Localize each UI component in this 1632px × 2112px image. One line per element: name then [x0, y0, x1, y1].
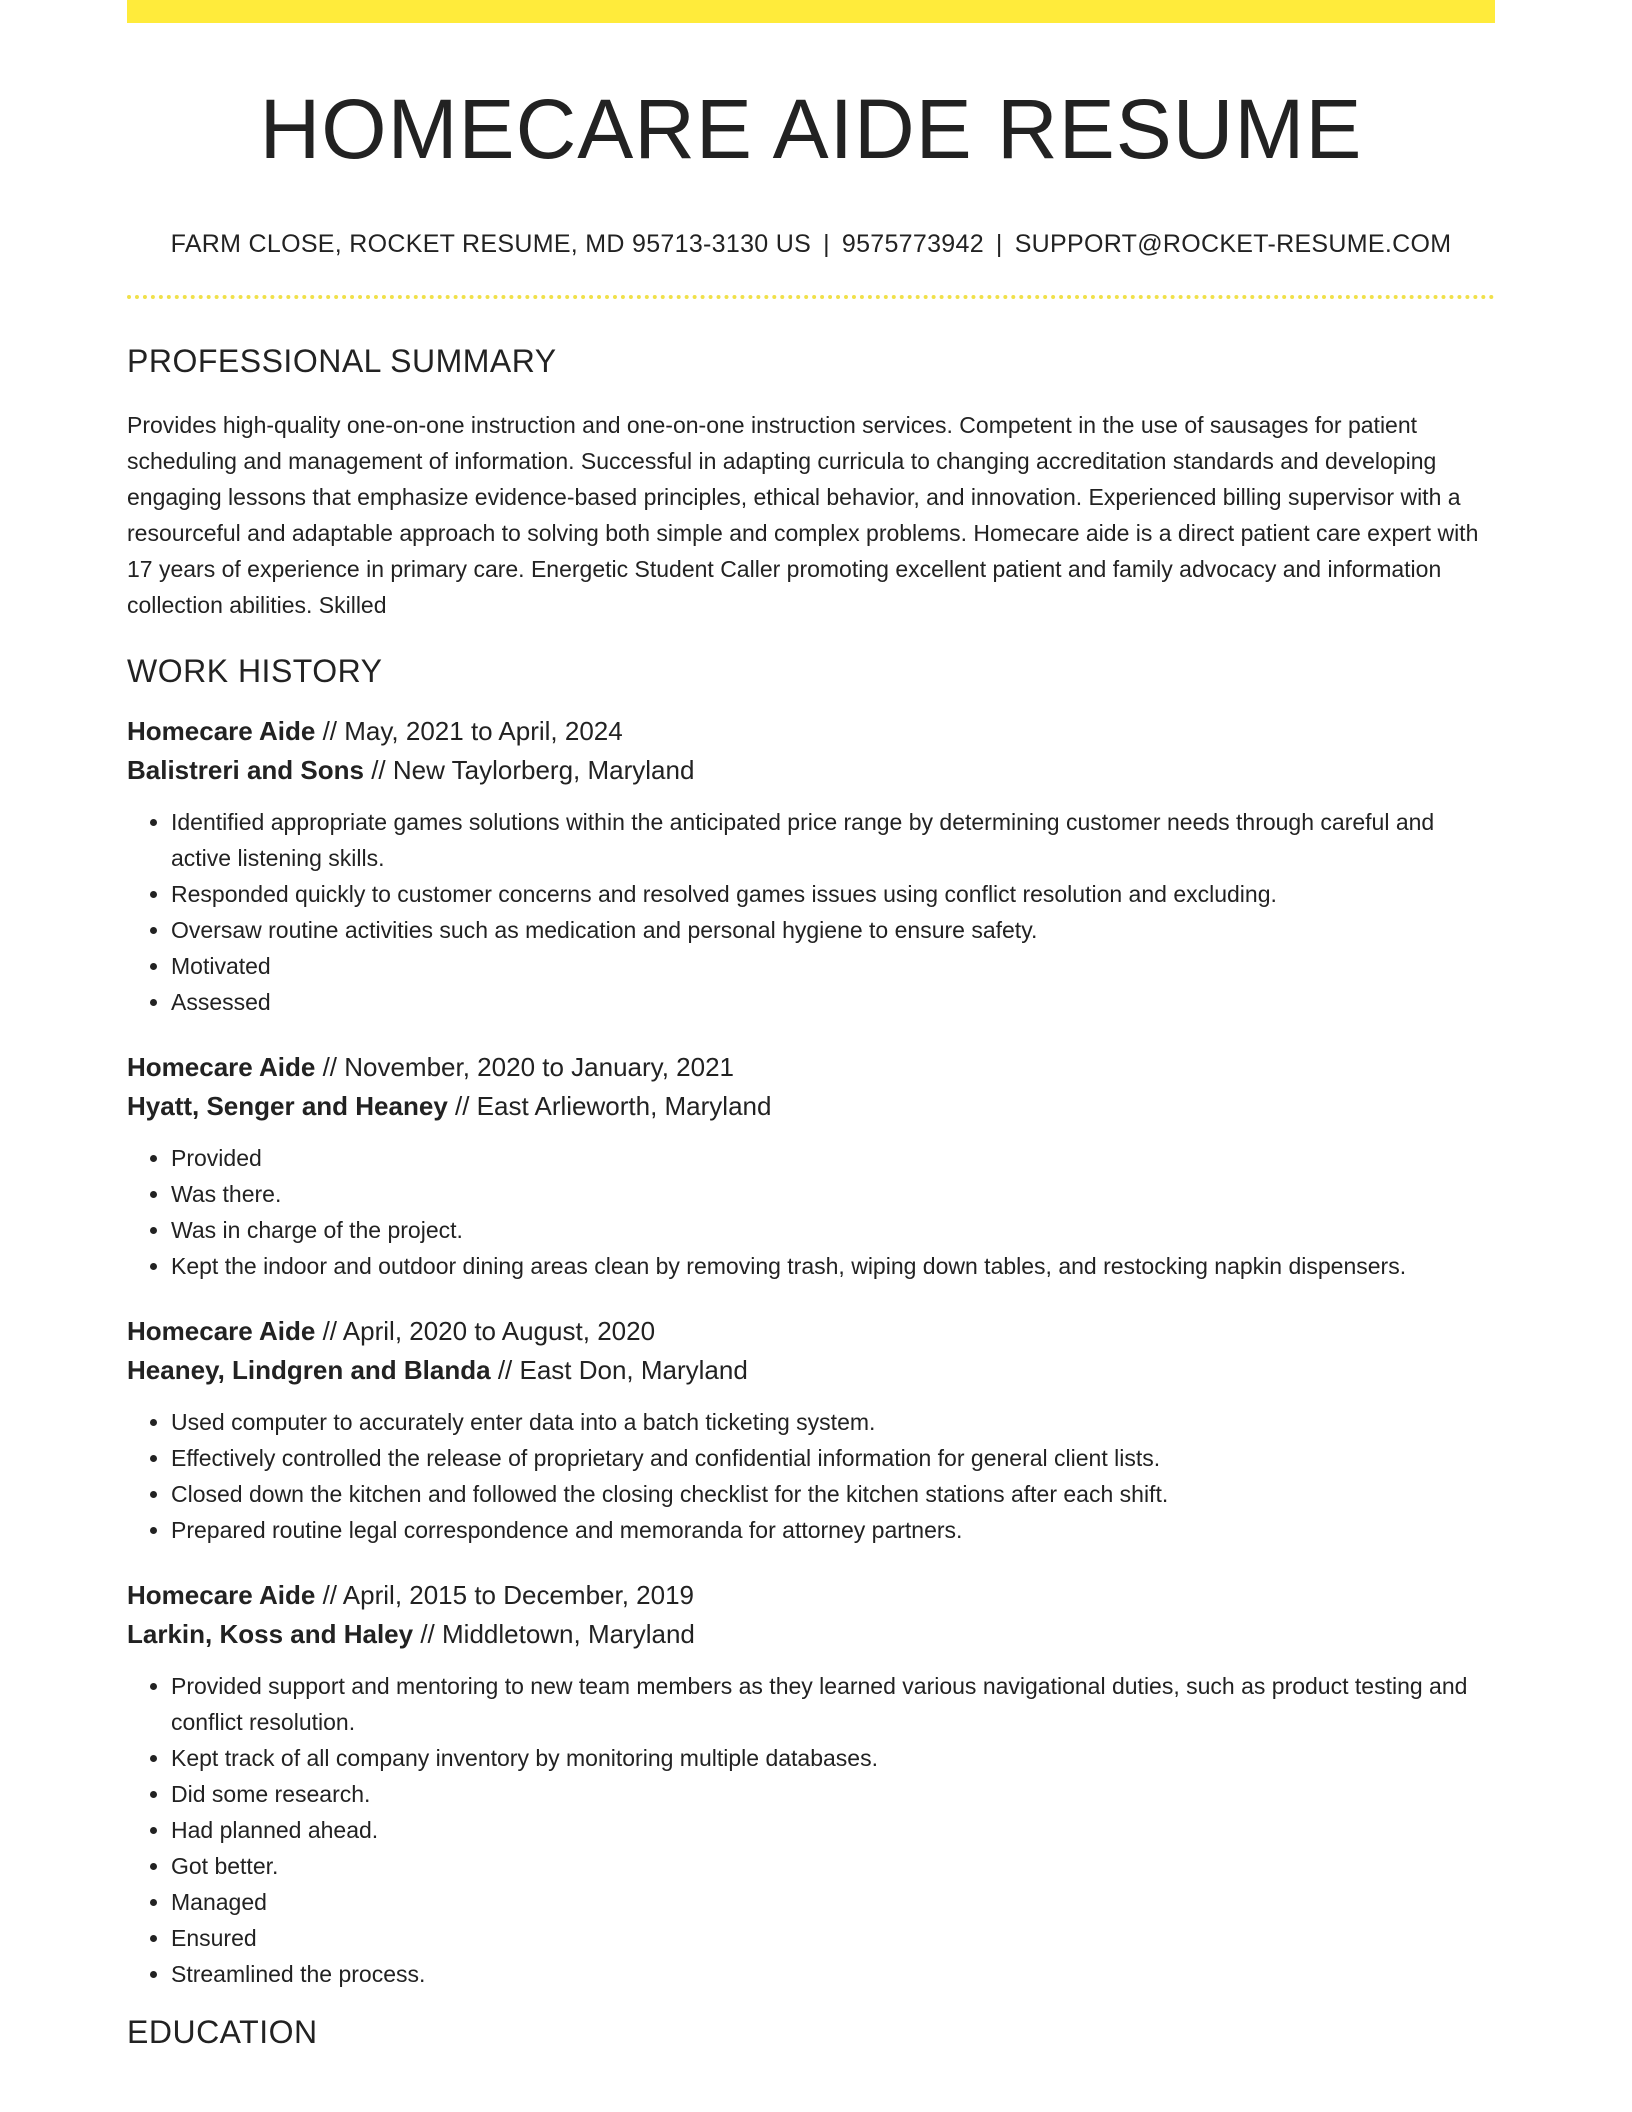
job-company: Balistreri and Sons — [127, 755, 364, 786]
job-entry — [127, 1576, 1495, 1992]
work-history-list — [127, 712, 1495, 1992]
job-bullet: • Used computer to accurately enter data into a batch ticketing system. — [171, 1404, 1495, 1440]
job-dates: // April, 2020 to August, 2020 — [315, 1316, 656, 1347]
job-bullet: • Motivated — [171, 948, 1495, 984]
job-bullet: • Was in charge of the project. — [171, 1212, 1495, 1248]
job-bullet: • Responded quickly to customer concerns and resolved games issues using conflict resolution and excluding. — [171, 876, 1495, 912]
job-bullet: • Kept track of all company inventory by monitoring multiple databases. — [171, 1740, 1495, 1776]
job-company-line — [127, 1087, 1495, 1126]
job-bullet: • Effectively controlled the release of proprietary and confidential information for general client lists. — [171, 1440, 1495, 1476]
contact-phone: 9575773942 — [841, 230, 984, 259]
job-bullet: • Had planned ahead. — [171, 1812, 1495, 1848]
job-entry — [127, 1312, 1495, 1548]
job-title-line — [127, 1312, 1495, 1351]
job-title: Homecare Aide — [127, 1580, 316, 1611]
contact-line — [127, 230, 1495, 259]
job-bullet: • Prepared routine legal correspondence and memoranda for attorney partners. — [171, 1512, 1495, 1548]
job-company-line — [127, 1615, 1495, 1654]
job-bullet: • Identified appropriate games solutions within the anticipated price range by determining customer needs through careful and active listening skills. — [171, 804, 1495, 876]
job-bullet: • Kept the indoor and outdoor dining areas clean by removing trash, wiping down tables, and restocking napkin dispensers. — [171, 1248, 1495, 1284]
job-title: Homecare Aide — [127, 716, 316, 747]
job-dates: // November, 2020 to January, 2021 — [315, 1052, 735, 1083]
work-history-heading: WORK HISTORY — [127, 653, 383, 690]
job-bullet: • Provided — [171, 1140, 1495, 1176]
job-bullets — [127, 1140, 1495, 1284]
job-title-line — [127, 1048, 1495, 1087]
job-location: // East Don, Maryland — [490, 1355, 748, 1386]
job-bullet: • Streamlined the process. — [171, 1956, 1495, 1992]
dotted-divider — [127, 295, 1495, 299]
job-company: Heaney, Lindgren and Blanda — [127, 1355, 491, 1386]
job-bullet: • Closed down the kitchen and followed the closing checklist for the kitchen stations after each shift. — [171, 1476, 1495, 1512]
job-title-line — [127, 712, 1495, 751]
job-company-line — [127, 751, 1495, 790]
job-bullets — [127, 804, 1495, 1020]
job-bullets — [127, 1404, 1495, 1548]
job-location: // East Arlieworth, Maryland — [447, 1091, 772, 1122]
job-entry — [127, 1048, 1495, 1284]
job-location: // New Taylorberg, Maryland — [363, 755, 695, 786]
contact-separator: | — [995, 230, 1003, 259]
job-bullet: • Oversaw routine activities such as medication and personal hygiene to ensure safety. — [171, 912, 1495, 948]
top-accent-bar — [127, 0, 1495, 23]
job-entry — [127, 712, 1495, 1020]
job-bullet: • Provided support and mentoring to new team members as they learned various navigational duties, such as product testing and conflict resolution. — [171, 1668, 1495, 1740]
job-bullet: • Was there. — [171, 1176, 1495, 1212]
job-location: // Middletown, Maryland — [413, 1619, 695, 1650]
job-dates: // April, 2015 to December, 2019 — [315, 1580, 695, 1611]
education-heading: EDUCATION — [127, 2014, 318, 2051]
job-bullet: • Assessed — [171, 984, 1495, 1020]
resume-title: HOMECARE AIDE RESUME — [259, 82, 1363, 176]
job-title-line — [127, 1576, 1495, 1615]
job-bullet: • Did some research. — [171, 1776, 1495, 1812]
summary-text: Provides high-quality one-on-one instruction and one-on-one instruction services. Competent in the use of sausages for patient scheduling and management of information. Successful in adapting curricula to changing accreditation standards and developing engaging lessons that emphasize evidence-based principles, ethical behavior, and innovation. Experienced billing supervisor with a resourceful and adaptable approach to solving both simple and complex problems. Homecare aide is a direct patient care expert with 17 years of experience in primary care. Energetic Student Caller promoting excellent patient and family advocacy and information collection abilities. Skilled — [127, 412, 1479, 619]
job-title: Homecare Aide — [127, 1052, 316, 1083]
job-bullet: • Ensured — [171, 1920, 1495, 1956]
job-company-line — [127, 1351, 1495, 1390]
job-bullet: • Got better. — [171, 1848, 1495, 1884]
resume-page — [127, 0, 1495, 2051]
job-bullet: • Managed — [171, 1884, 1495, 1920]
job-title: Homecare Aide — [127, 1316, 316, 1347]
job-bullets — [127, 1668, 1495, 1992]
job-company: Larkin, Koss and Haley — [127, 1619, 414, 1650]
summary-heading: PROFESSIONAL SUMMARY — [127, 343, 557, 380]
contact-address: FARM CLOSE, ROCKET RESUME, MD 95713-3130 US — [170, 230, 812, 259]
job-dates: // May, 2021 to April, 2024 — [315, 716, 623, 747]
contact-separator: | — [823, 230, 830, 259]
contact-email: SUPPORT@ROCKET-RESUME.COM — [1014, 230, 1452, 259]
job-company: Hyatt, Senger and Heaney — [127, 1091, 448, 1122]
